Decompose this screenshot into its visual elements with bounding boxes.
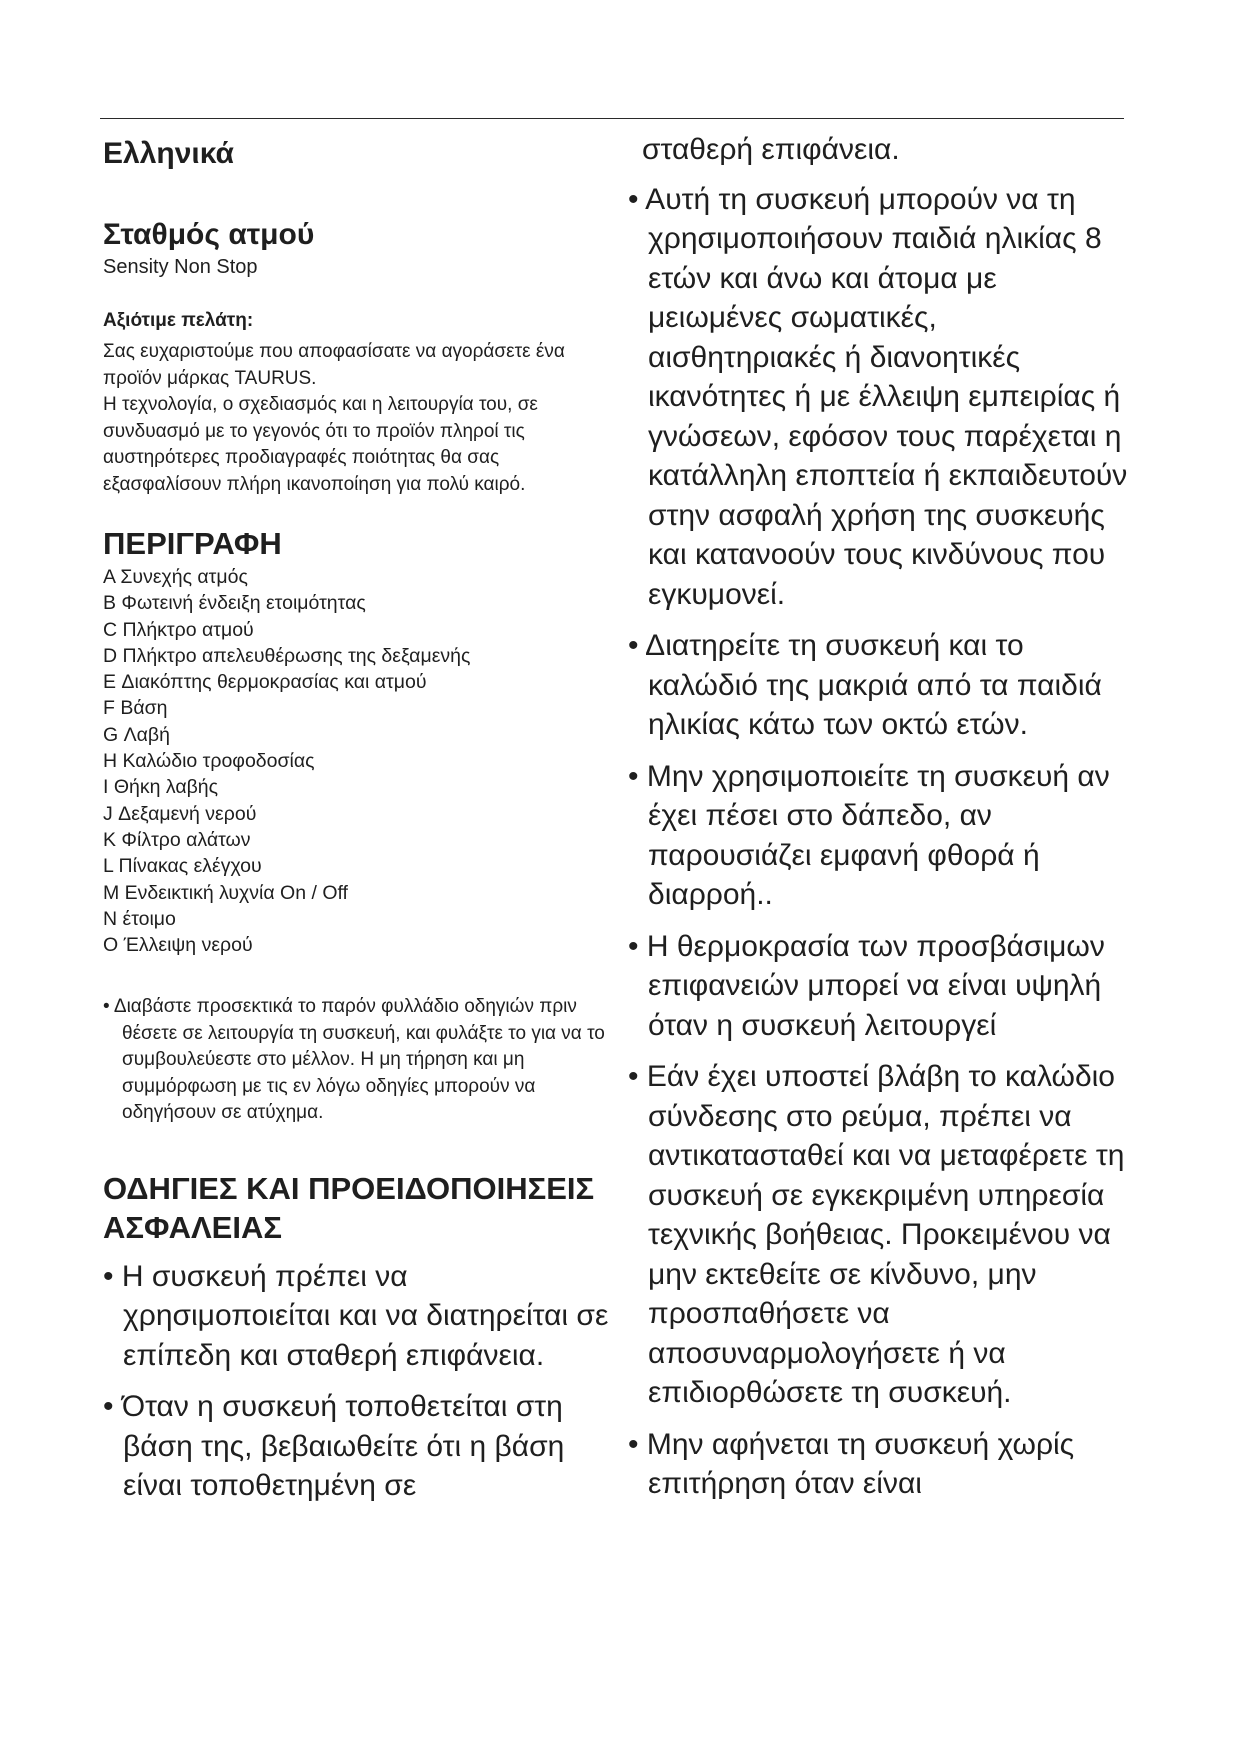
description-item: D Πλήκτρο απελευθέρωσης της δεξαμενής [103, 644, 471, 667]
safety-item: • Αυτή τη συσκευή μπορούν να τη χρησιμοποιήσουν παιδιά ηλικίας 8 ετών και άνω και άτομα με μειωμένες σωματικές, αισθητηριακές ή διανοητικές ικανότητες ή με έλλειψη εμπειρίας ή γνώσεων, εφόσον τους παρέχεται η κατάλληλη εποπτεία ή εκπαιδευτούν στην ασφαλή χρήση της συσκευής και κατανοούν τους κινδύνους που εγκυμονεί. [628, 182, 1128, 611]
safety-item: • Όταν η συσκευή τοποθετείται στη βάση της, βεβαιωθείτε ότι η βάση είναι τοποθετημένη σε [103, 1390, 565, 1503]
description-item: O Έλλειψη νερού [103, 934, 253, 957]
description-item: L Πίνακας ελέγχου [103, 855, 262, 878]
safety-item: • Εάν έχει υποστεί βλάβη το καλώδιο σύνδεσης στο ρεύμα, πρέπει να αντικατασταθεί και να μεταφέρετε τη συσκευή σε εγκεκριμένη υπηρεσία τεχνικής βοήθειας. Προκειμένου να μην εκτεθείτε σε κίνδυνο, μην προσπαθήσετε να αποσυναρμολογήσετε ή να επιδιορθώσετε τη συσκευή. [628, 1060, 1125, 1409]
description-item: F Βάση [103, 697, 168, 720]
description-list [103, 564, 613, 958]
greeting: Αξιότιμε πελάτη: [103, 310, 254, 331]
description-item: I Θήκη λαβής [103, 776, 219, 799]
safety-item: • Η συσκευή πρέπει να χρησιμοποιείται και να διατηρείται σε επίπεδη και σταθερή επιφάνεια. [103, 1259, 609, 1372]
safety-list-left [103, 1257, 613, 1506]
safety-item: • Μην αφήνεται τη συσκευή χωρίς επιτήρηση όταν είναι [628, 1427, 1075, 1500]
description-item: N έτοιμο [103, 907, 176, 930]
description-item: M Ενδεικτική λυχνία On / Off [103, 881, 348, 904]
description-item: G Λαβή [103, 723, 170, 746]
safety-list-right [628, 180, 1128, 1504]
product-title: Σταθμός ατμού [103, 218, 315, 251]
description-item: J Δεξαμενή νερού [103, 802, 257, 825]
description-title: ΠΕΡΙΓΡΑΦΗ [103, 526, 282, 561]
intro-paragraph-2: Η τεχνολογία, ο σχεδιασμός και η λειτουργία του, σε συνδυασμό με το γεγονός ότι το προϊόν πληροί τις αυστηρότερες προδιαγραφές ποιότητας θα σας εξασφαλίσουν πλήρη ικανοποίηση για πολύ καιρό. [103, 394, 538, 495]
description-item: C Πλήκτρο ατμού [103, 618, 254, 641]
read-instructions-note: • Διαβάστε προσεκτικά το παρόν φυλλάδιο οδηγιών πριν θέσετε σε λειτουργία τη συσκευή, και φυλάξτε το για να το συμβουλεύεστε στο μέλλον. Η μη τήρηση και μη συμμόρφωση με τις εν λόγω οδηγίες μπορούν να οδηγήσουν σε ατύχημα. [103, 996, 605, 1124]
model-name: Sensity Non Stop [103, 256, 258, 278]
safety-item: • Η θερμοκρασία των προσβάσιμων επιφανειών μπορεί να είναι υψηλή όταν η συσκευή λειτουργεί [628, 929, 1105, 1042]
left-column [103, 130, 613, 1518]
header-rule [100, 118, 1124, 119]
description-item: B Φωτεινή ένδειξη ετοιμότητας [103, 592, 366, 615]
safety-item: • Διατηρείτε τη συσκευή και το καλώδιό της μακριά από τα παιδιά ηλικίας κάτω των οκτώ ετών. [628, 629, 1102, 741]
description-item: E Διακόπτης θερμοκρασίας και ατμού [103, 671, 427, 694]
language-heading: Ελληνικά [103, 137, 234, 170]
description-item: A Συνεχής ατμός [103, 566, 248, 588]
intro-paragraph-1: Σας ευχαριστούμε που αποφασίσατε να αγοράσετε ένα προϊόν μάρκας TAURUS. [103, 341, 565, 389]
safety-item: • Μην χρησιμοποιείτε τη συσκευή αν έχει πέσει στο δάπεδο, αν παρουσιάζει εμφανή φθορά ή διαρροή.. [628, 759, 1110, 911]
safety-title: ΟΔΗΓΙΕΣ ΚΑΙ ΠΡΟΕΙΔΟΠΟΙΗΣΕΙΣ ΑΣΦΑΛΕΙΑΣ [103, 1170, 595, 1245]
safety-continuation: σταθερή επιφάνεια. [642, 133, 900, 166]
description-item: K Φίλτρο αλάτων [103, 828, 251, 851]
description-item: H Καλώδιο τροφοδοσίας [103, 750, 315, 773]
right-column [628, 130, 1128, 1516]
